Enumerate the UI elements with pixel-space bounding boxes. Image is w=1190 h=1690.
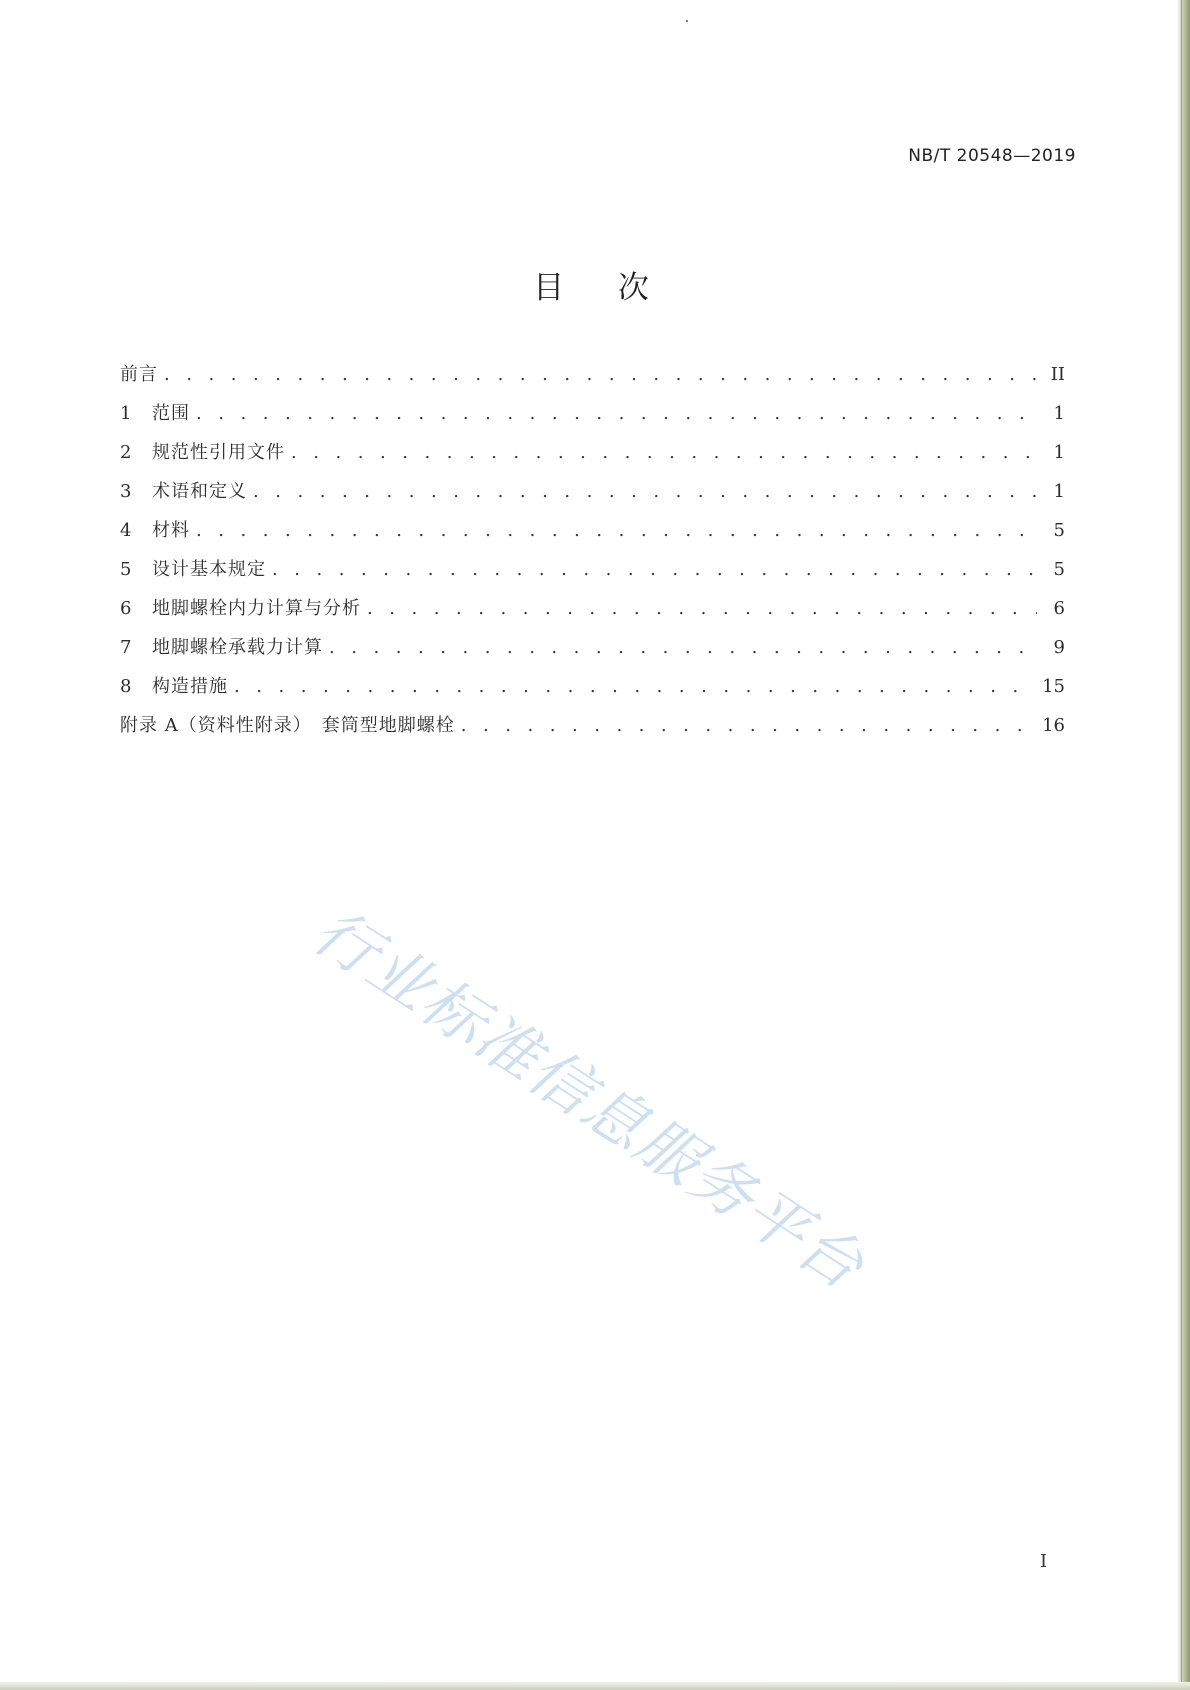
toc-entry-page: 9 [1053,637,1065,658]
toc-entry-label: 前言 [120,364,158,385]
toc-entry-page: II [1050,364,1065,385]
scan-edge [1178,0,1190,1690]
toc-entry-page: 15 [1042,676,1065,697]
toc-dot-leader [461,715,1036,736]
toc-entry-label: 材料 [152,520,190,541]
toc-entry-label: 设计基本规定 [152,559,266,580]
toc-entry-number: 3 [120,481,132,502]
watermark: 行业标准信息服务平台 [301,894,878,1305]
toc-entry-page: 1 [1053,403,1065,424]
toc-entry-page: 5 [1053,520,1065,541]
toc-entry-normative-references[interactable] [120,438,1065,477]
toc-entry-page: 1 [1053,442,1065,463]
toc-dot-leader [272,559,1037,580]
toc-entry-label: 构造措施 [152,676,228,697]
document-code: NB/T 20548—2019 [908,146,1076,166]
toc-entry-foreword[interactable] [120,360,1065,399]
toc-entry-page: 1 [1053,481,1065,502]
toc-dot-leader [291,442,1037,463]
toc-entry-number: 8 [120,676,132,697]
toc-entry-terms-definitions[interactable] [120,477,1065,516]
toc-dot-leader [253,481,1037,502]
toc-entry-number: 4 [120,520,132,541]
toc-entry-number: 1 [120,403,132,424]
toc-dot-leader [196,403,1037,424]
toc-entry-design-basics[interactable] [120,555,1065,594]
toc-entry-bearing-capacity[interactable] [120,633,1065,672]
toc-entry-number: 7 [120,637,132,658]
table-of-contents [120,360,1065,750]
toc-entry-materials[interactable] [120,516,1065,555]
toc-entry-number: 2 [120,442,132,463]
toc-entry-label: 地脚螺栓承载力计算 [152,637,323,658]
toc-dot-leader [234,676,1036,697]
toc-entry-construction-measures[interactable] [120,672,1065,711]
toc-dot-leader [367,598,1037,619]
toc-entry-page: 6 [1053,598,1065,619]
toc-entry-scope[interactable] [120,399,1065,438]
toc-entry-number: 6 [120,598,132,619]
toc-entry-internal-force[interactable] [120,594,1065,633]
toc-entry-label: 地脚螺栓内力计算与分析 [152,598,361,619]
page-number: I [1040,1551,1048,1572]
toc-entry-label: 附录 A（资料性附录） 套筒型地脚螺栓 [120,715,455,736]
toc-dot-leader [164,364,1037,385]
toc-entry-page: 16 [1042,715,1065,736]
scan-speck [686,20,688,22]
toc-entry-label: 规范性引用文件 [152,442,285,463]
toc-entry-number: 5 [120,559,132,580]
toc-entry-label: 范围 [152,403,190,424]
page-title: 目 次 [533,270,671,306]
toc-entry-label: 术语和定义 [152,481,247,502]
toc-entry-page: 5 [1053,559,1065,580]
toc-entry-appendix-a[interactable] [120,711,1065,750]
scan-edge [0,1682,1190,1690]
toc-dot-leader [196,520,1037,541]
toc-dot-leader [329,637,1037,658]
